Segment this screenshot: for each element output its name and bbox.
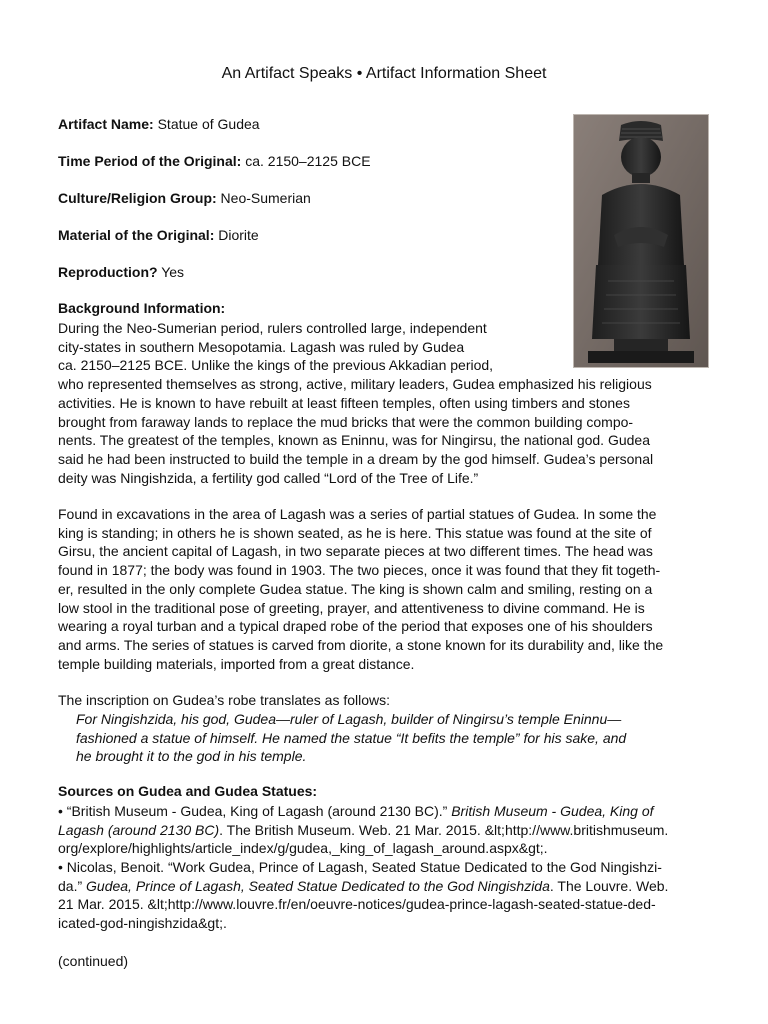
continued-note: (continued) [58, 953, 129, 969]
source-british-museum: • “British Museum - Gudea, King of Lagash (around 2130 BC).” British Museum - Gudea, King of Lagash (around 2130 BC). The British Museum. Web. 21 Mar. 2015. &lt;http://www.britishmuseum. org/explore/highlights/article_index/g/gudea,_king_of_lagash_around.aspx&gt;. [58, 803, 669, 857]
material-field: Material of the Original: Diorite [58, 227, 259, 243]
source-louvre: • Nicolas, Benoit. “Work Gudea, Prince of Lagash, Seated Statue Dedicated to the God Ningishzi- da.” Gudea, Prince of Lagash, Seated Statue Dedicated to the God Ningishzida. The Louvre. Web. 21 Mar. 2015. &lt;http://www.louvre.fr/en/oeuvre-notices/gudea-prince-lagash-seated-statue-ded- icated-god-ningishzida&gt;. [58, 859, 669, 932]
background-heading: Background Information: [58, 300, 226, 316]
time-period-field: Time Period of the Original: ca. 2150–2125 BCE [58, 153, 371, 169]
page-title: An Artifact Speaks • Artifact Information Sheet [221, 65, 547, 82]
inscription-quote: For Ningishzida, his god, Gudea—ruler of Lagash, builder of Ningirsu’s temple Eninnu— fashioned a statue of himself. He named the statue “It befits the temple” for his sake, and he brought it to the god in his temple. [76, 711, 627, 765]
culture-field: Culture/Religion Group: Neo-Sumerian [58, 190, 311, 206]
sources-heading: Sources on Gudea and Gudea Statues: [58, 783, 318, 799]
reproduction-field: Reproduction? Yes [58, 264, 185, 280]
artifact-name-field: Artifact Name: Statue of Gudea [58, 116, 260, 132]
inscription-intro: The inscription on Gudea’s robe translates as follows: [58, 692, 391, 708]
background-paragraph-2: Found in excavations in the area of Lagash was a series of partial statues of Gudea. In some the king is standing; in others he is shown seated, as he is here. This statue was found at the site of Girsu, the ancient capital of Lagash, in two separate pieces at two different times. The head was found in 1877; the body was found in 1903. The two pieces, once it was found that they fit togeth- er, resulted in the only complete Gudea statue. The king is shown calm and smiling, resting on a low stool in the traditional pose of greeting, prayer, and attentiveness to divine command. He is wearing a royal turban and a typical draped robe of the period that exposes one of his shoulders and arms. The series of statues is carved from diorite, a stone known for its durability and, like the temple building materials, imported from a great distance. [58, 506, 664, 672]
background-paragraph-1: During the Neo-Sumerian period, rulers controlled large, independent city-states in southern Mesopotamia. Lagash was ruled by Gudea ca. 2150–2125 BCE. Unlike the kings of the previous Akkadian period, who represented themselves as strong, active, military leaders, Gudea emphasized his religious activities. He is known to have rebuilt at least fifteen temples, often using timbers and stones brought from faraway lands to replace the mud bricks that were the common building compo- nents. The greatest of the temples, known as Eninnu, was for Ningirsu, the national god. Gudea said he had been instructed to build the temple in a dream by the god himself. Gudea’s personal deity was Ningishzida, a fertility god called “Lord of the Tree of Life.” [58, 320, 654, 486]
